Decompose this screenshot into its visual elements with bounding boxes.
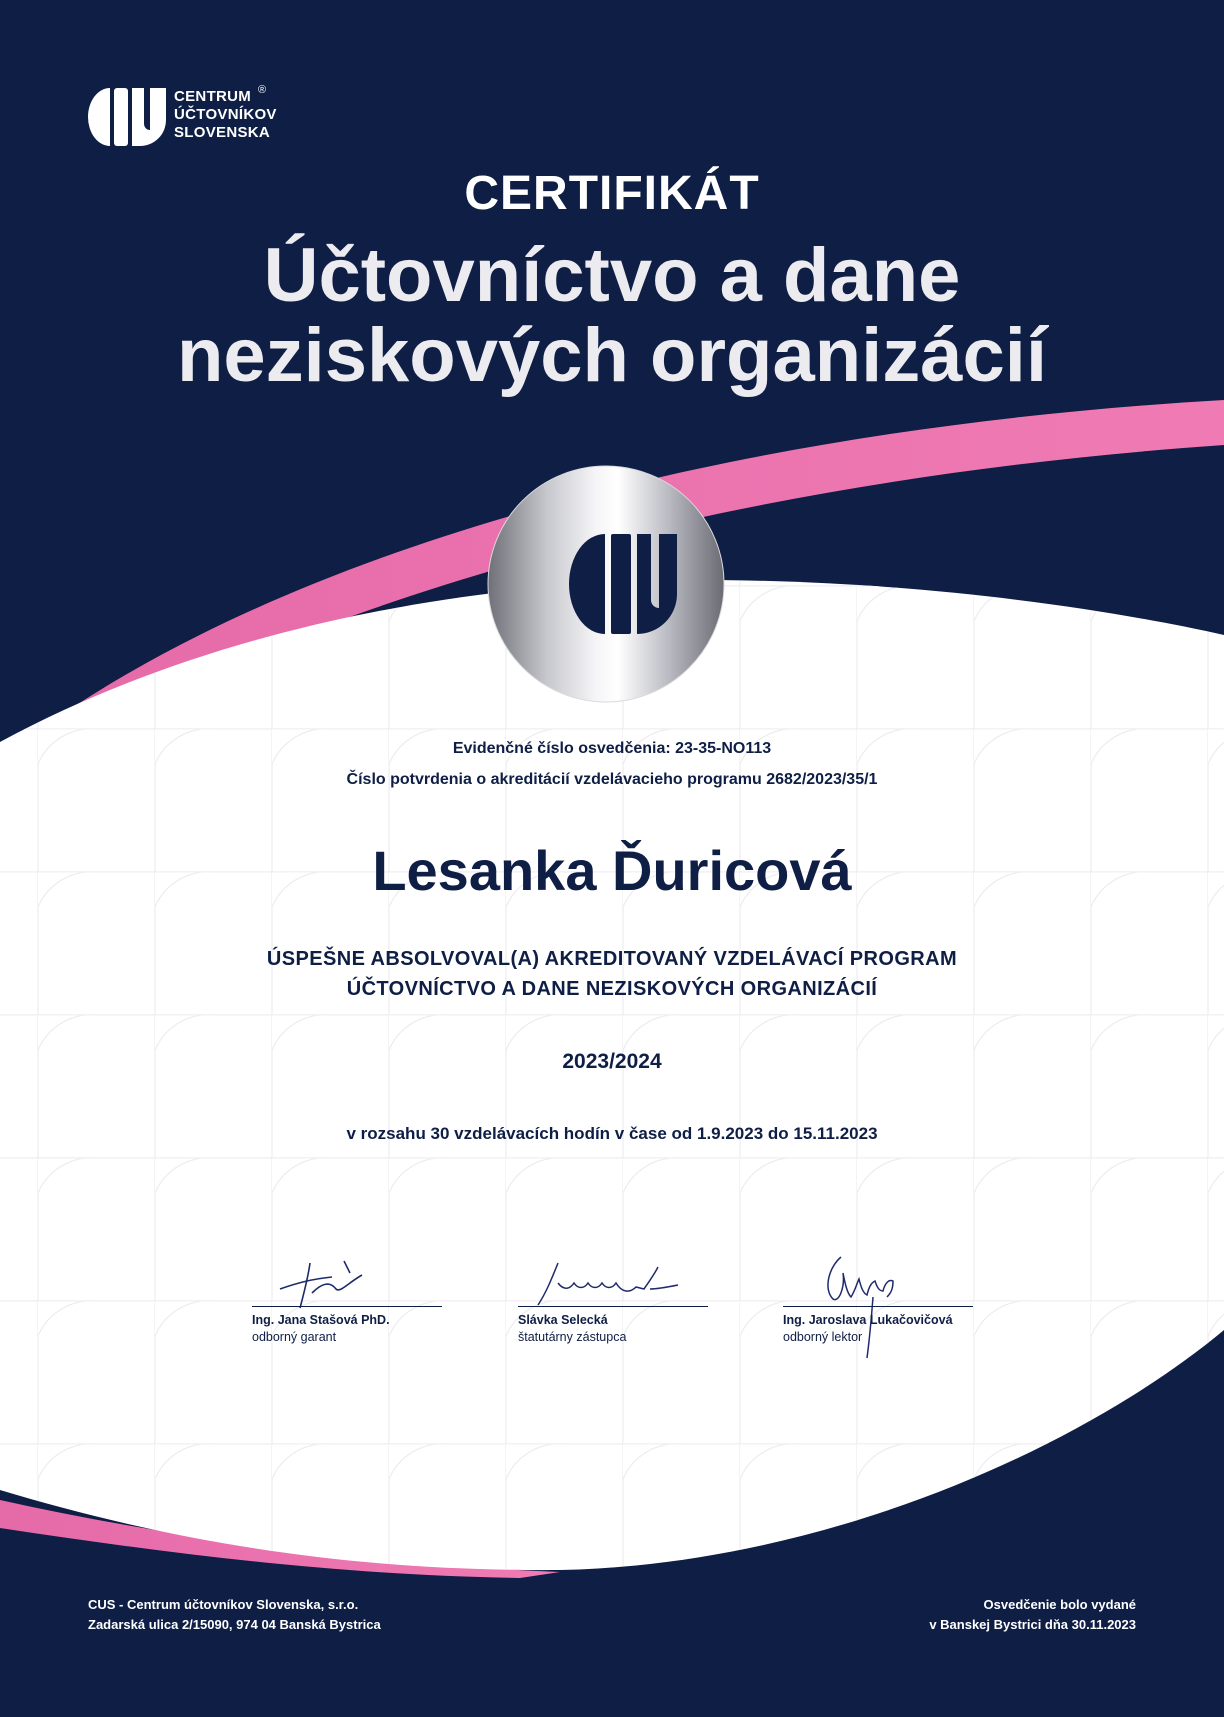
signatory-name: Ing. Jaroslava Lukačovičová: [783, 1313, 953, 1327]
signature-line: [783, 1306, 973, 1307]
completion-line1: ÚSPEŠNE ABSOLVOVAL(A) AKREDITOVANÝ VZDELÁVACÍ PROGRAM: [266, 948, 958, 970]
signature-image: [783, 1253, 973, 1363]
signatory-name: Ing. Jana Stašová PhD.: [252, 1313, 390, 1327]
registered-mark: ®: [258, 84, 267, 96]
issue-date: v Banskej Bystrici dňa 30.11.2023: [929, 1617, 1136, 1632]
signatory-role: odborný garant: [252, 1330, 337, 1344]
certificate-title-line1: Účtovníctvo a dane: [263, 233, 961, 318]
cus-logo: [88, 84, 308, 148]
completion-statement: [0, 944, 1224, 1004]
certificate-title-line2: neziskových organizácií: [176, 313, 1048, 398]
signature-block-garant: [252, 1253, 442, 1393]
course-scope: v rozsahu 30 vzdelávacích hodín v čase od 1.9.2023 do 15.11.2023: [346, 1124, 878, 1143]
completion-line2: ÚČTOVNÍCTVO A DANE NEZISKOVÝCH ORGANIZÁCIÍ: [346, 978, 878, 1000]
evidence-number: Evidenčné číslo osvedčenia: 23-35-NO113: [452, 740, 772, 757]
school-year: 2023/2024: [562, 1050, 662, 1073]
issue-statement: [929, 1595, 1136, 1635]
issuer-company: CUS - Centrum účtovníkov Slovenska, s.r.o.: [88, 1597, 359, 1612]
logo-line2: ÚČTOVNÍKOV: [174, 106, 277, 123]
signatory-role: štatutárny zástupca: [518, 1330, 627, 1344]
signature-line: [518, 1306, 708, 1307]
certificate-title: [0, 233, 1224, 398]
logo-line1: CENTRUM: [174, 88, 252, 105]
signature-image: [252, 1253, 442, 1313]
recipient-name: Lesanka Ďuricová: [372, 839, 852, 902]
signature-image: [518, 1253, 708, 1313]
logo-line3: SLOVENSKA: [174, 124, 271, 141]
signature-block-lecturer: [783, 1253, 973, 1393]
accreditation-number: Číslo potvrdenia o akreditácií vzdelávacieho programu 2682/2023/35/1: [346, 771, 878, 788]
signatory-name: Slávka Selecká: [518, 1313, 608, 1327]
signature-line: [252, 1306, 442, 1307]
issuer-address: [88, 1595, 381, 1635]
issue-statement-line1: Osvedčenie bolo vydané: [983, 1597, 1136, 1612]
cus-medal-icon: [487, 465, 725, 703]
logo-text: [174, 88, 277, 142]
signature-block-statutory: [518, 1253, 708, 1393]
cus-logo-icon: [88, 88, 168, 146]
certificate-label: CERTIFIKÁT: [464, 167, 760, 220]
arch-pattern: [0, 580, 1224, 1570]
issuer-street: Zadarská ulica 2/15090, 974 04 Banská Bystrica: [88, 1617, 381, 1632]
signatory-role: odborný lektor: [783, 1330, 863, 1344]
